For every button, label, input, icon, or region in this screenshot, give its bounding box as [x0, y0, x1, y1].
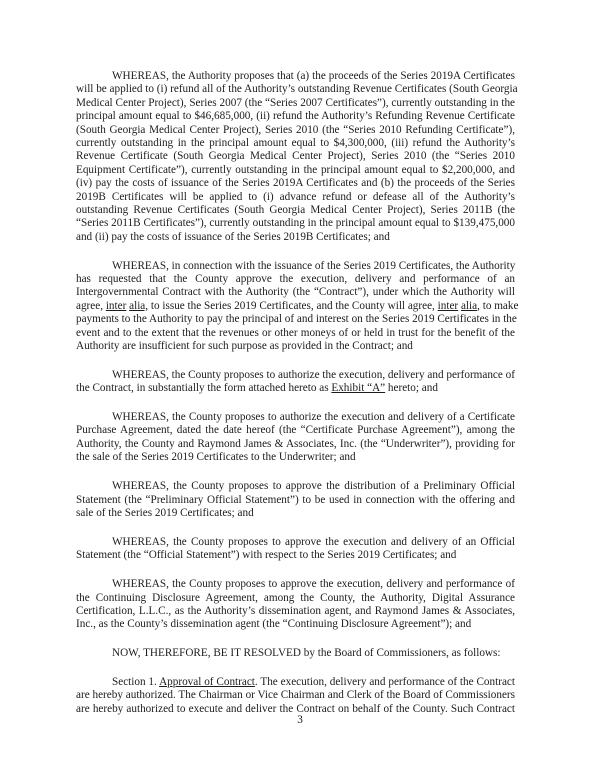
text-line: and (ii) pay the costs of issuance of the Series 2019B Certificates; and — [76, 230, 390, 243]
text-line: WHEREAS, the Authority proposes that (a) the proceeds of the Series 2019A Certificates — [112, 70, 515, 82]
text-line: WHEREAS, the County proposes to approve the distribution of a Preliminary Official — [112, 480, 515, 493]
document-body — [76, 70, 519, 732]
text-line: WHEREAS, the County proposes to authorize the execution, delivery and performance of — [112, 368, 515, 381]
text-line: outstanding Revenue Certificates (South Georgia Medical Center Project), Series 2011B (the — [76, 203, 515, 216]
text-line: Authority are insufficient for such purpose as provided in the Contract; and — [76, 339, 413, 352]
text-segment: , to make — [477, 299, 519, 312]
text-segment: . The execution, delivery and performance of the Contract — [254, 676, 515, 689]
text-line — [76, 299, 519, 313]
text-line: are hereby authorized. The Chairman or Vice Chairman and Clerk of the Board of Commissioners — [76, 689, 515, 702]
paragraph — [76, 480, 515, 520]
text-line: will be applied to (i) refund all of the Authority’s outstanding Revenue Certificates (South Georgia — [76, 83, 518, 96]
text-line: WHEREAS, the County proposes to authorize the execution and delivery of a Certificate — [112, 411, 515, 424]
text-line: WHEREAS, the County proposes to approve the execution, delivery and performance of — [112, 578, 515, 591]
text-line: Equipment Certificate”), currently outstanding in the principal amount equal to $2,200,000, and — [76, 163, 515, 176]
paragraph — [76, 259, 519, 354]
text-line — [76, 382, 515, 395]
text-line: the sale of the Series 2019 Certificates to the Underwriter; and — [76, 451, 356, 464]
text-line: Intergovernmental Contract with the Authority (the “Contract”), under which the Authority will — [76, 286, 515, 299]
paragraph — [76, 676, 515, 716]
text-line: the Continuing Disclosure Agreement, among the County, the Authority, Digital Assurance — [76, 591, 515, 604]
text-line: currently outstanding in the principal amount equal to $4,300,000, (iii) refund the Authority’s — [76, 136, 515, 149]
text-segment: hereto; and — [385, 382, 438, 395]
text-segment: agree, — [76, 299, 106, 312]
text-line: are hereby authorized to execute and deliver the Contract on behalf of the County. Such Contract — [76, 702, 515, 715]
text-line — [76, 676, 515, 689]
text-line: Medical Center Project), Series 2007 (the “Series 2007 Certificates”), currently outstanding in the — [76, 96, 515, 109]
text-line: Certification, L.L.C., as the Authority’s dissemination agent, and Raymond James & Associates, — [76, 604, 515, 617]
paragraph — [76, 647, 515, 660]
paragraph — [76, 411, 515, 465]
paragraph — [76, 578, 515, 632]
text-line: NOW, THEREFORE, BE IT RESOLVED by the Board of Commissioners, as follows: — [112, 647, 501, 660]
underlined-term: inter — [437, 299, 459, 312]
text-line: Inc., as the County’s dissemination agent (the “Continuing Disclosure Agreement”); and — [76, 618, 472, 631]
text-line: Revenue Certificate (South Georgia Medical Center Project), Series 2010 (the “Series 2010 — [76, 150, 515, 163]
text-line: Purchase Agreement, dated the date hereof (the “Certificate Purchase Agreement”), among the — [76, 424, 515, 437]
text-line: event and to the extent that the revenues or other moneys of or held in trust for the benefit of the — [76, 326, 515, 339]
paragraph — [76, 369, 515, 396]
text-line: (South Georgia Medical Center Project), Series 2010 (the “Series 2010 Refunding Certificate”), — [76, 123, 515, 136]
paragraph — [76, 70, 518, 244]
text-line: Authority, the County and Raymond James & Associates, Inc. (the “Underwriter”), providing for — [76, 437, 515, 450]
text-line: Statement (the “Preliminary Official Statement”) to be used in connection with the offering and — [76, 493, 515, 506]
text-line: WHEREAS, in connection with the issuance of the Series 2019 Certificates, the Authority — [112, 259, 516, 272]
underlined-term: Approval of Contract — [159, 676, 255, 689]
text-segment: the Contract, in substantially the form attached hereto as — [76, 382, 332, 395]
text-line: Statement (the “Official Statement”) with respect to the Series 2019 Certificates; and — [76, 549, 457, 562]
text-line: (iv) pay the costs of issuance of the Series 2019A Certificates and (b) the proceeds of the Series — [76, 177, 515, 190]
text-line: payments to the Authority to pay the principal of and interest on the Series 2019 Certificates in the — [76, 313, 517, 326]
underlined-term: Exhibit “A” — [331, 382, 386, 395]
underlined-term: alia — [460, 299, 478, 312]
text-line: “Series 2011B Certificates”), currently outstanding in the principal amount equal to $139,475,000 — [76, 217, 515, 230]
text-segment: Section 1. — [112, 676, 160, 689]
text-line: has requested that the County approve the execution, delivery and performance of an — [76, 272, 515, 285]
text-segment: to issue the Series 2019 Certificates, and the County will agree, — [148, 299, 438, 312]
text-line: sale of the Series 2019 Certificates; and — [76, 506, 254, 519]
underlined-term: alia, — [129, 299, 149, 312]
underlined-term: inter — [105, 299, 127, 312]
paragraph — [76, 536, 515, 563]
text-line: 2019B Certificates will be applied to (i) advance refund or defease all of the Authority’s — [76, 190, 515, 203]
page-number: 3 — [297, 714, 303, 726]
text-line: principal amount equal to $46,685,000, (ii) refund the Authority’s Refunding Revenue Certificate — [76, 110, 515, 123]
text-line: WHEREAS, the County proposes to approve the execution and delivery of an Official — [112, 535, 515, 548]
